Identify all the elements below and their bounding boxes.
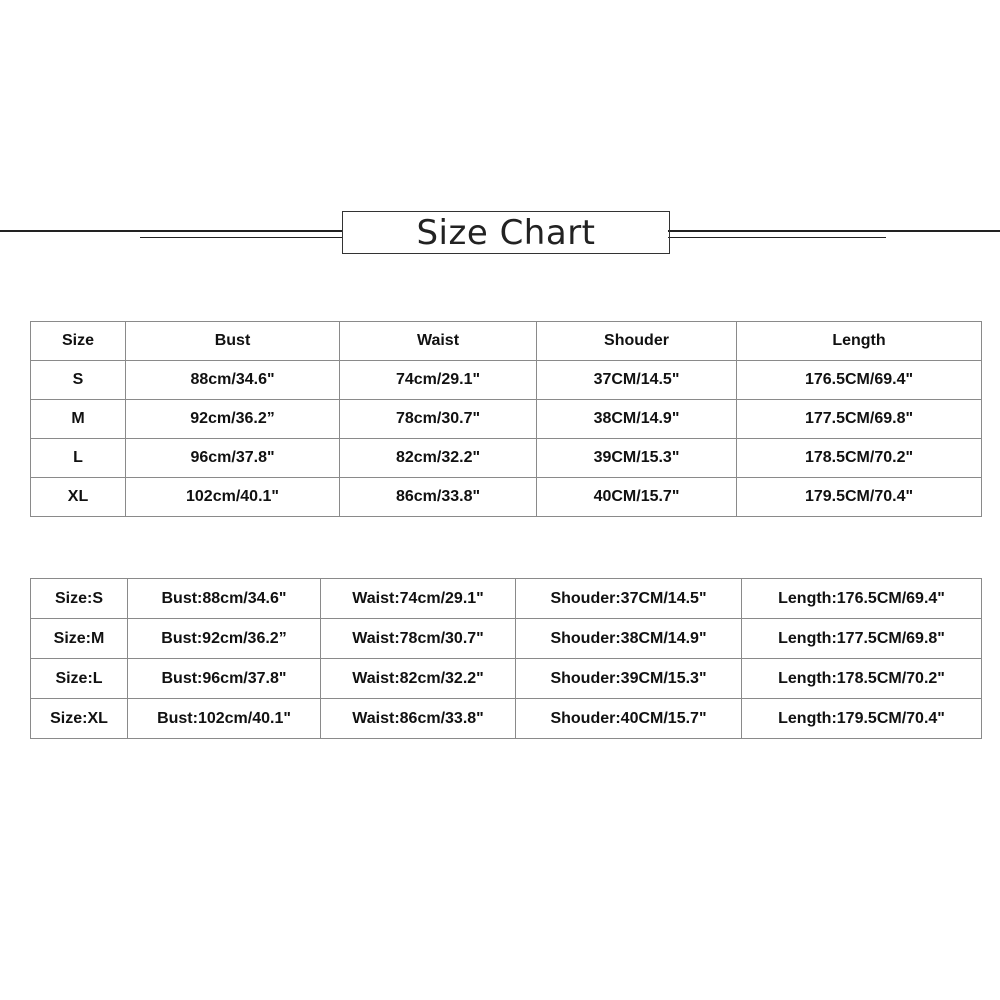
title-frame: [342, 211, 670, 254]
table-cell: Size:L: [31, 659, 128, 699]
header-rule-right-long: [668, 230, 1000, 232]
table-cell: S: [31, 361, 126, 400]
header-cell-shoulder: Shouder: [537, 322, 737, 361]
header-rule-right-short: [668, 237, 886, 238]
table-cell: Waist:74cm/29.1": [321, 579, 516, 619]
table-cell: Size:S: [31, 579, 128, 619]
table-cell: XL: [31, 478, 126, 517]
size-table-columns: [30, 321, 982, 517]
table-cell: Shouder:38CM/14.9": [516, 619, 742, 659]
table-cell: 178.5CM/70.2": [737, 439, 982, 478]
table-row: [31, 699, 982, 739]
table-cell: Waist:86cm/33.8": [321, 699, 516, 739]
table-cell: Length:176.5CM/69.4": [742, 579, 982, 619]
table-cell: 37CM/14.5": [537, 361, 737, 400]
table-row: [31, 478, 982, 517]
table-cell: Bust:102cm/40.1": [128, 699, 321, 739]
header-rule-left-short: [140, 237, 342, 238]
table-cell: 39CM/15.3": [537, 439, 737, 478]
table-cell: Length:177.5CM/69.8": [742, 619, 982, 659]
table-row: [31, 361, 982, 400]
table-cell: 74cm/29.1": [340, 361, 537, 400]
table-cell: Waist:78cm/30.7": [321, 619, 516, 659]
table-cell: 102cm/40.1": [126, 478, 340, 517]
table-row: [31, 439, 982, 478]
table-cell: 38CM/14.9": [537, 400, 737, 439]
table-cell: Shouder:40CM/15.7": [516, 699, 742, 739]
size-chart-header: [0, 200, 1000, 270]
table-row: [31, 659, 982, 699]
table-cell: Bust:96cm/37.8": [128, 659, 321, 699]
table-cell: 40CM/15.7": [537, 478, 737, 517]
table-row: [31, 400, 982, 439]
table-cell: Waist:82cm/32.2": [321, 659, 516, 699]
table-cell: 176.5CM/69.4": [737, 361, 982, 400]
table-cell: Bust:88cm/34.6": [128, 579, 321, 619]
table-cell: 78cm/30.7": [340, 400, 537, 439]
table-cell: 92cm/36.2”: [126, 400, 340, 439]
table-cell: Shouder:37CM/14.5": [516, 579, 742, 619]
table-cell: M: [31, 400, 126, 439]
table-cell: 88cm/34.6": [126, 361, 340, 400]
table-cell: 96cm/37.8": [126, 439, 340, 478]
header-rule-left-long: [0, 230, 342, 232]
table-cell: Size:M: [31, 619, 128, 659]
table-cell: 177.5CM/69.8": [737, 400, 982, 439]
header-cell-size: Size: [31, 322, 126, 361]
table-cell: Size:XL: [31, 699, 128, 739]
table-cell: 86cm/33.8": [340, 478, 537, 517]
table-row: [31, 619, 982, 659]
header-cell-length: Length: [737, 322, 982, 361]
table-cell: L: [31, 439, 126, 478]
header-cell-bust: Bust: [126, 322, 340, 361]
table-row: [31, 579, 982, 619]
table-cell: 179.5CM/70.4": [737, 478, 982, 517]
table-cell: Bust:92cm/36.2”: [128, 619, 321, 659]
table-cell: Length:178.5CM/70.2": [742, 659, 982, 699]
table-cell: Shouder:39CM/15.3": [516, 659, 742, 699]
table-header-row: [31, 322, 982, 361]
table-cell: Length:179.5CM/70.4": [742, 699, 982, 739]
size-table-labeled: [30, 578, 982, 739]
table-cell: 82cm/32.2": [340, 439, 537, 478]
header-cell-waist: Waist: [340, 322, 537, 361]
page-title: Size Chart: [416, 213, 596, 253]
